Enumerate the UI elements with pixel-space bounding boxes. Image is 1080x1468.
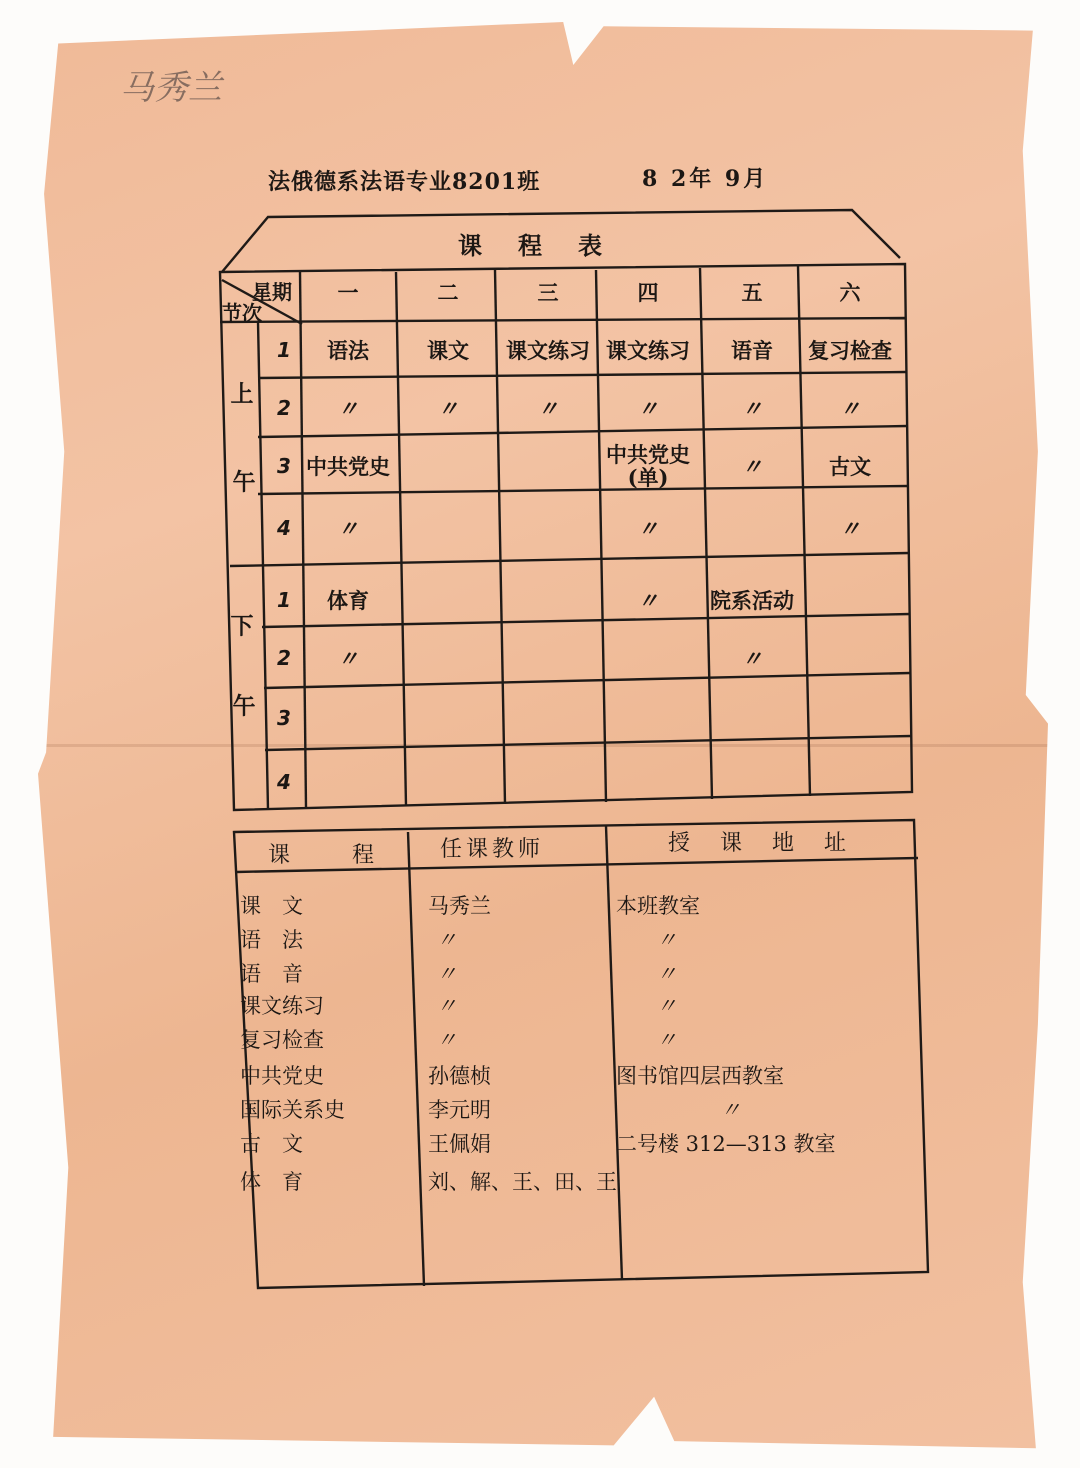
teacher-table-header-teacher: 任课教师 [440, 837, 545, 862]
schedule-cell: 〃 [337, 517, 359, 541]
row-number: 2 [277, 396, 291, 420]
schedule-cell: 院系活动 [710, 588, 794, 613]
schedule-cell: 课文 [427, 338, 469, 363]
teacher-table-course: 中共党史 [240, 1064, 324, 1088]
corner-label-period: 节次 [222, 301, 262, 325]
teacher-table-course: 国际关系史 [240, 1098, 345, 1122]
teacher-table-course: 语 法 [240, 928, 303, 952]
row-number: 1 [277, 588, 291, 612]
schedule-cell: 〃 [537, 397, 559, 421]
schedule-cell: 〃 [337, 647, 359, 671]
teacher-table-teacher: 〃 [436, 1028, 457, 1052]
teacher-table-teacher: 〃 [436, 928, 457, 952]
teacher-table-teacher: 〃 [436, 962, 457, 986]
day-header-1: 一 [337, 280, 359, 305]
schedule-cell: 〃 [437, 397, 459, 421]
schedule-cell: 〃 [741, 455, 763, 479]
schedule-cell: 〃 [839, 397, 861, 421]
schedule-cell: 语音 [731, 338, 773, 363]
day-header-5: 五 [741, 280, 763, 305]
teacher-table-location: 〃 [656, 962, 677, 986]
day-header-2: 二 [437, 280, 459, 305]
teacher-table-course: 课文练习 [240, 994, 324, 1018]
handwritten-signature: 马秀兰 [120, 68, 222, 108]
schedule-cell: 中共党史 [306, 454, 390, 479]
class-header: 法俄德系法语专业8201班 [268, 169, 541, 195]
row-number: 4 [277, 770, 291, 794]
schedule-cell: 课文练习 [606, 338, 690, 363]
schedule-cell: 语法 [327, 338, 369, 363]
schedule-cell: 〃 [637, 397, 659, 421]
teacher-table-location: 〃 [656, 994, 677, 1018]
schedule-cell: 〃 [637, 589, 659, 613]
schedule-date: 8 2年 9月 [642, 166, 769, 192]
corner-label-weekday: 星期 [252, 280, 292, 304]
teacher-table-teacher: 李元明 [428, 1098, 491, 1122]
teacher-table-header-location: 授 课 地 址 [668, 831, 851, 856]
period-label-morning-top: 上 [230, 380, 254, 408]
teacher-table-teacher: 孙德桢 [428, 1064, 491, 1088]
row-number: 3 [277, 454, 291, 478]
period-label-afternoon-bottom: 午 [232, 692, 256, 720]
teacher-table-location: 〃 [656, 1028, 677, 1052]
day-header-4: 四 [637, 280, 659, 305]
schedule-cell: 中共党史 (单) [606, 441, 690, 490]
teacher-table-course: 体 育 [240, 1170, 303, 1194]
day-header-3: 三 [537, 280, 559, 305]
schedule-title: 课 程 表 [458, 231, 608, 260]
row-number: 4 [277, 516, 291, 540]
schedule-cell: 〃 [741, 647, 763, 671]
schedule-cell: 复习检查 [808, 338, 892, 363]
schedule-cell: 古文 [829, 454, 871, 479]
teacher-table-teacher: 马秀兰 [428, 894, 491, 918]
row-number: 1 [277, 338, 291, 362]
schedule-cell: 〃 [839, 517, 861, 541]
teacher-table-course: 课 文 [240, 894, 303, 918]
teacher-table-location: 〃 [656, 928, 677, 952]
teacher-table-location: 〃 [720, 1098, 741, 1122]
row-number: 3 [277, 706, 291, 730]
teacher-table-teacher: 王佩娟 [428, 1132, 491, 1156]
teacher-table-teacher: 〃 [436, 994, 457, 1018]
teacher-table-teacher: 刘、解、王、田、王 [428, 1170, 617, 1194]
period-label-afternoon-top: 下 [230, 612, 254, 640]
schedule-cell: 体育 [327, 588, 369, 613]
teacher-table-course: 语 音 [240, 962, 303, 986]
schedule-cell: 〃 [337, 397, 359, 421]
schedule-cell: 课文练习 [506, 338, 590, 363]
teacher-table-header-course: 课 程 [268, 843, 381, 868]
teacher-table-location: 图书馆四层西教室 [616, 1064, 784, 1088]
schedule-cell: 〃 [741, 397, 763, 421]
teacher-table-course: 复习检查 [240, 1028, 324, 1052]
teacher-table-course: 古 文 [240, 1132, 303, 1156]
period-label-morning-bottom: 午 [232, 468, 256, 496]
row-number: 2 [277, 646, 291, 670]
teacher-table-location: 二号楼 312—313 教室 [616, 1132, 836, 1156]
schedule-cell: 〃 [637, 517, 659, 541]
teacher-table-location: 本班教室 [616, 894, 700, 918]
day-header-6: 六 [839, 280, 861, 305]
